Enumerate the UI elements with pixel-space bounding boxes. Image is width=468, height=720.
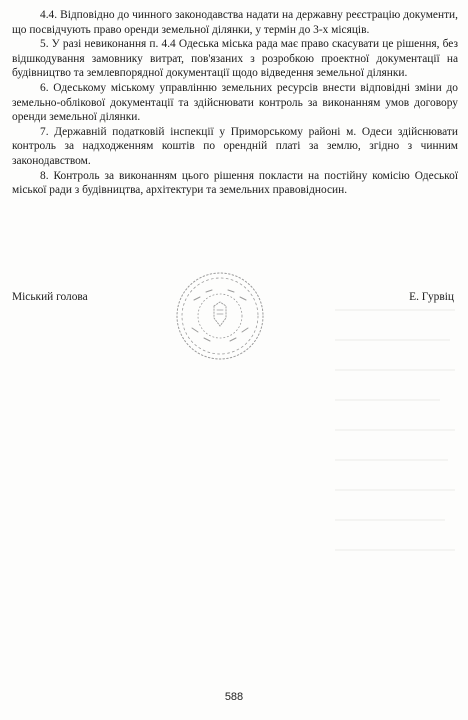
paragraph-5: 5. У разі невиконання п. 4.4 Одеська міська рада має право скасувати це рішення, без відшкодування замовнику витрат, пов'язаних з розробкою проектної документації на будівництво та землевпорядної документації щодо відведення земельної ділянки. [12, 38, 458, 80]
decision-body [12, 8, 458, 198]
paragraph-4-4: 4.4. Відповідно до чинного законодавства надати на державну реєстрацію документи, що посвідчують право оренди земельної ділянки, у термін до 3-х місяців. [12, 9, 458, 36]
signatory-name: Е. Гурвіц [409, 291, 454, 303]
scan-bleedthrough [330, 300, 460, 600]
page-number: 588 [224, 691, 244, 703]
signatory-title: Міський голова [12, 291, 88, 303]
paragraph-7: 7. Державній податковій інспекції у Приморському районі м. Одеси здійснювати контроль за надходженням коштів по орендній платі за землю, згідно з чинним законодавством. [12, 125, 458, 167]
paragraph-8: 8. Контроль за виконанням цього рішення покласти на постійну комісію Одеської міської ради з будівництва, архітектури та земельних правовідносин. [12, 169, 458, 197]
paragraph-6: 6. Одеському міському управлінню земельних ресурсів внести відповідні зміни до земельно-облікової документації та здійснювати контроль за виконанням умов договору оренди земельної ділянки. [12, 81, 458, 124]
official-seal-stamp [174, 270, 266, 362]
